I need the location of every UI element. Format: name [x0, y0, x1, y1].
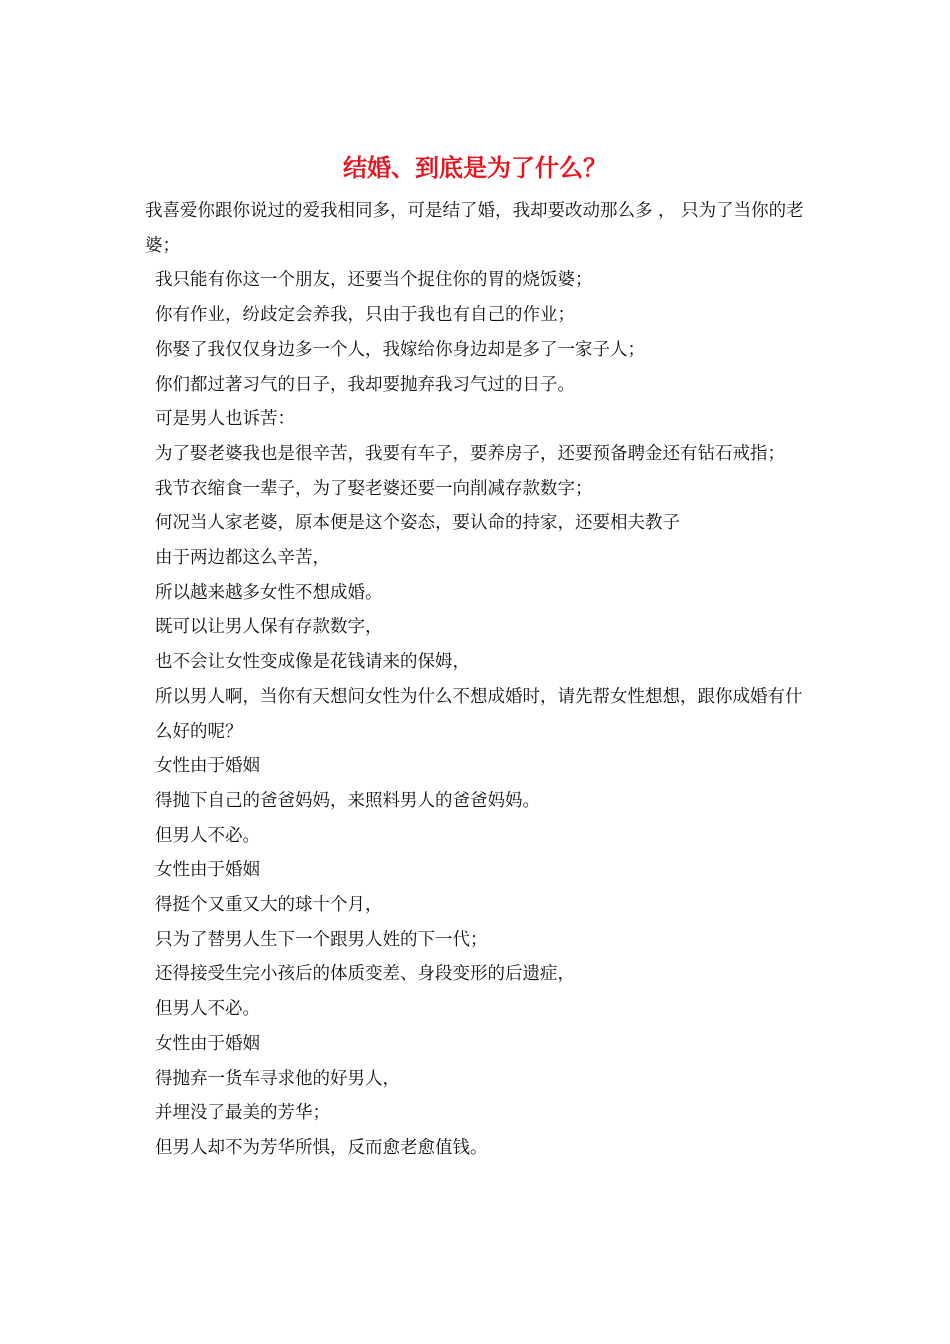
paragraph: 得挺个又重又大的球十个月，: [155, 895, 383, 916]
paragraph: 女性由于婚姻: [155, 1033, 260, 1054]
paragraph: 得抛下自己的爸爸妈妈，来照料男人的爸爸妈妈。: [155, 790, 540, 811]
paragraph: 为了娶老婆我也是很辛苦，我要有车子，要养房子，还要预备聘金还有钻石戒指；: [155, 443, 785, 464]
paragraph: 还得接受生完小孩后的体质变差、身段变形的后遗症，: [155, 964, 575, 985]
paragraph: 你娶了我仅仅身边多一个人，我嫁给你身边却是多了一家子人；: [155, 339, 645, 360]
paragraph: 我节衣缩食一辈子，为了娶老婆还要一向削减存款数字；: [155, 478, 593, 499]
paragraph: 我只能有你这一个朋友，还要当个捉住你的胃的烧饭婆；: [155, 270, 593, 291]
paragraph: 只为了替男人生下一个跟男人姓的下一代；: [155, 929, 488, 950]
paragraph: 可是男人也诉苦：: [155, 409, 295, 430]
paragraph: 所以越来越多女性不想成婚。: [155, 582, 383, 603]
document-body: [145, 194, 810, 1166]
paragraph: 但男人却不为芳华所惧，反而愈老愈值钱。: [155, 1137, 488, 1158]
paragraph: 你们都过著习气的日子，我却要抛弃我习气过的日子。: [155, 374, 575, 395]
document-title: 结婚、到底是为了什么？: [343, 153, 607, 182]
paragraph: 但男人不必。: [155, 999, 260, 1020]
paragraph: 女性由于婚姻: [155, 860, 260, 881]
paragraph: 得抛弃一货车寻求他的好男人，: [155, 1068, 400, 1089]
paragraph: 由于两边都这么辛苦，: [155, 548, 330, 569]
paragraph: 并埋没了最美的芳华；: [155, 1103, 330, 1124]
paragraph: 你有作业，纷歧定会养我，只由于我也有自己的作业；: [155, 305, 575, 326]
paragraph: 我喜爱你跟你说过的爱我相同多，可是结了婚，我却要改动那么多 ， 只为了当你的老婆；: [145, 201, 804, 256]
paragraph: 既可以让男人保有存款数字，: [155, 617, 383, 638]
paragraph: 也不会让女性变成像是花钱请来的保姆，: [155, 652, 470, 673]
paragraph: 所以男人啊，当你有天想问女性为什么不想成婚时，请先帮女性想想，跟你成婚有什么好的呢？: [155, 686, 803, 742]
paragraph: 女性由于婚姻: [155, 756, 260, 777]
paragraph: 但男人不必。: [155, 825, 260, 846]
paragraph: 何况当人家老婆，原本便是这个姿态，要认命的持家，还要相夫教子: [155, 513, 680, 534]
